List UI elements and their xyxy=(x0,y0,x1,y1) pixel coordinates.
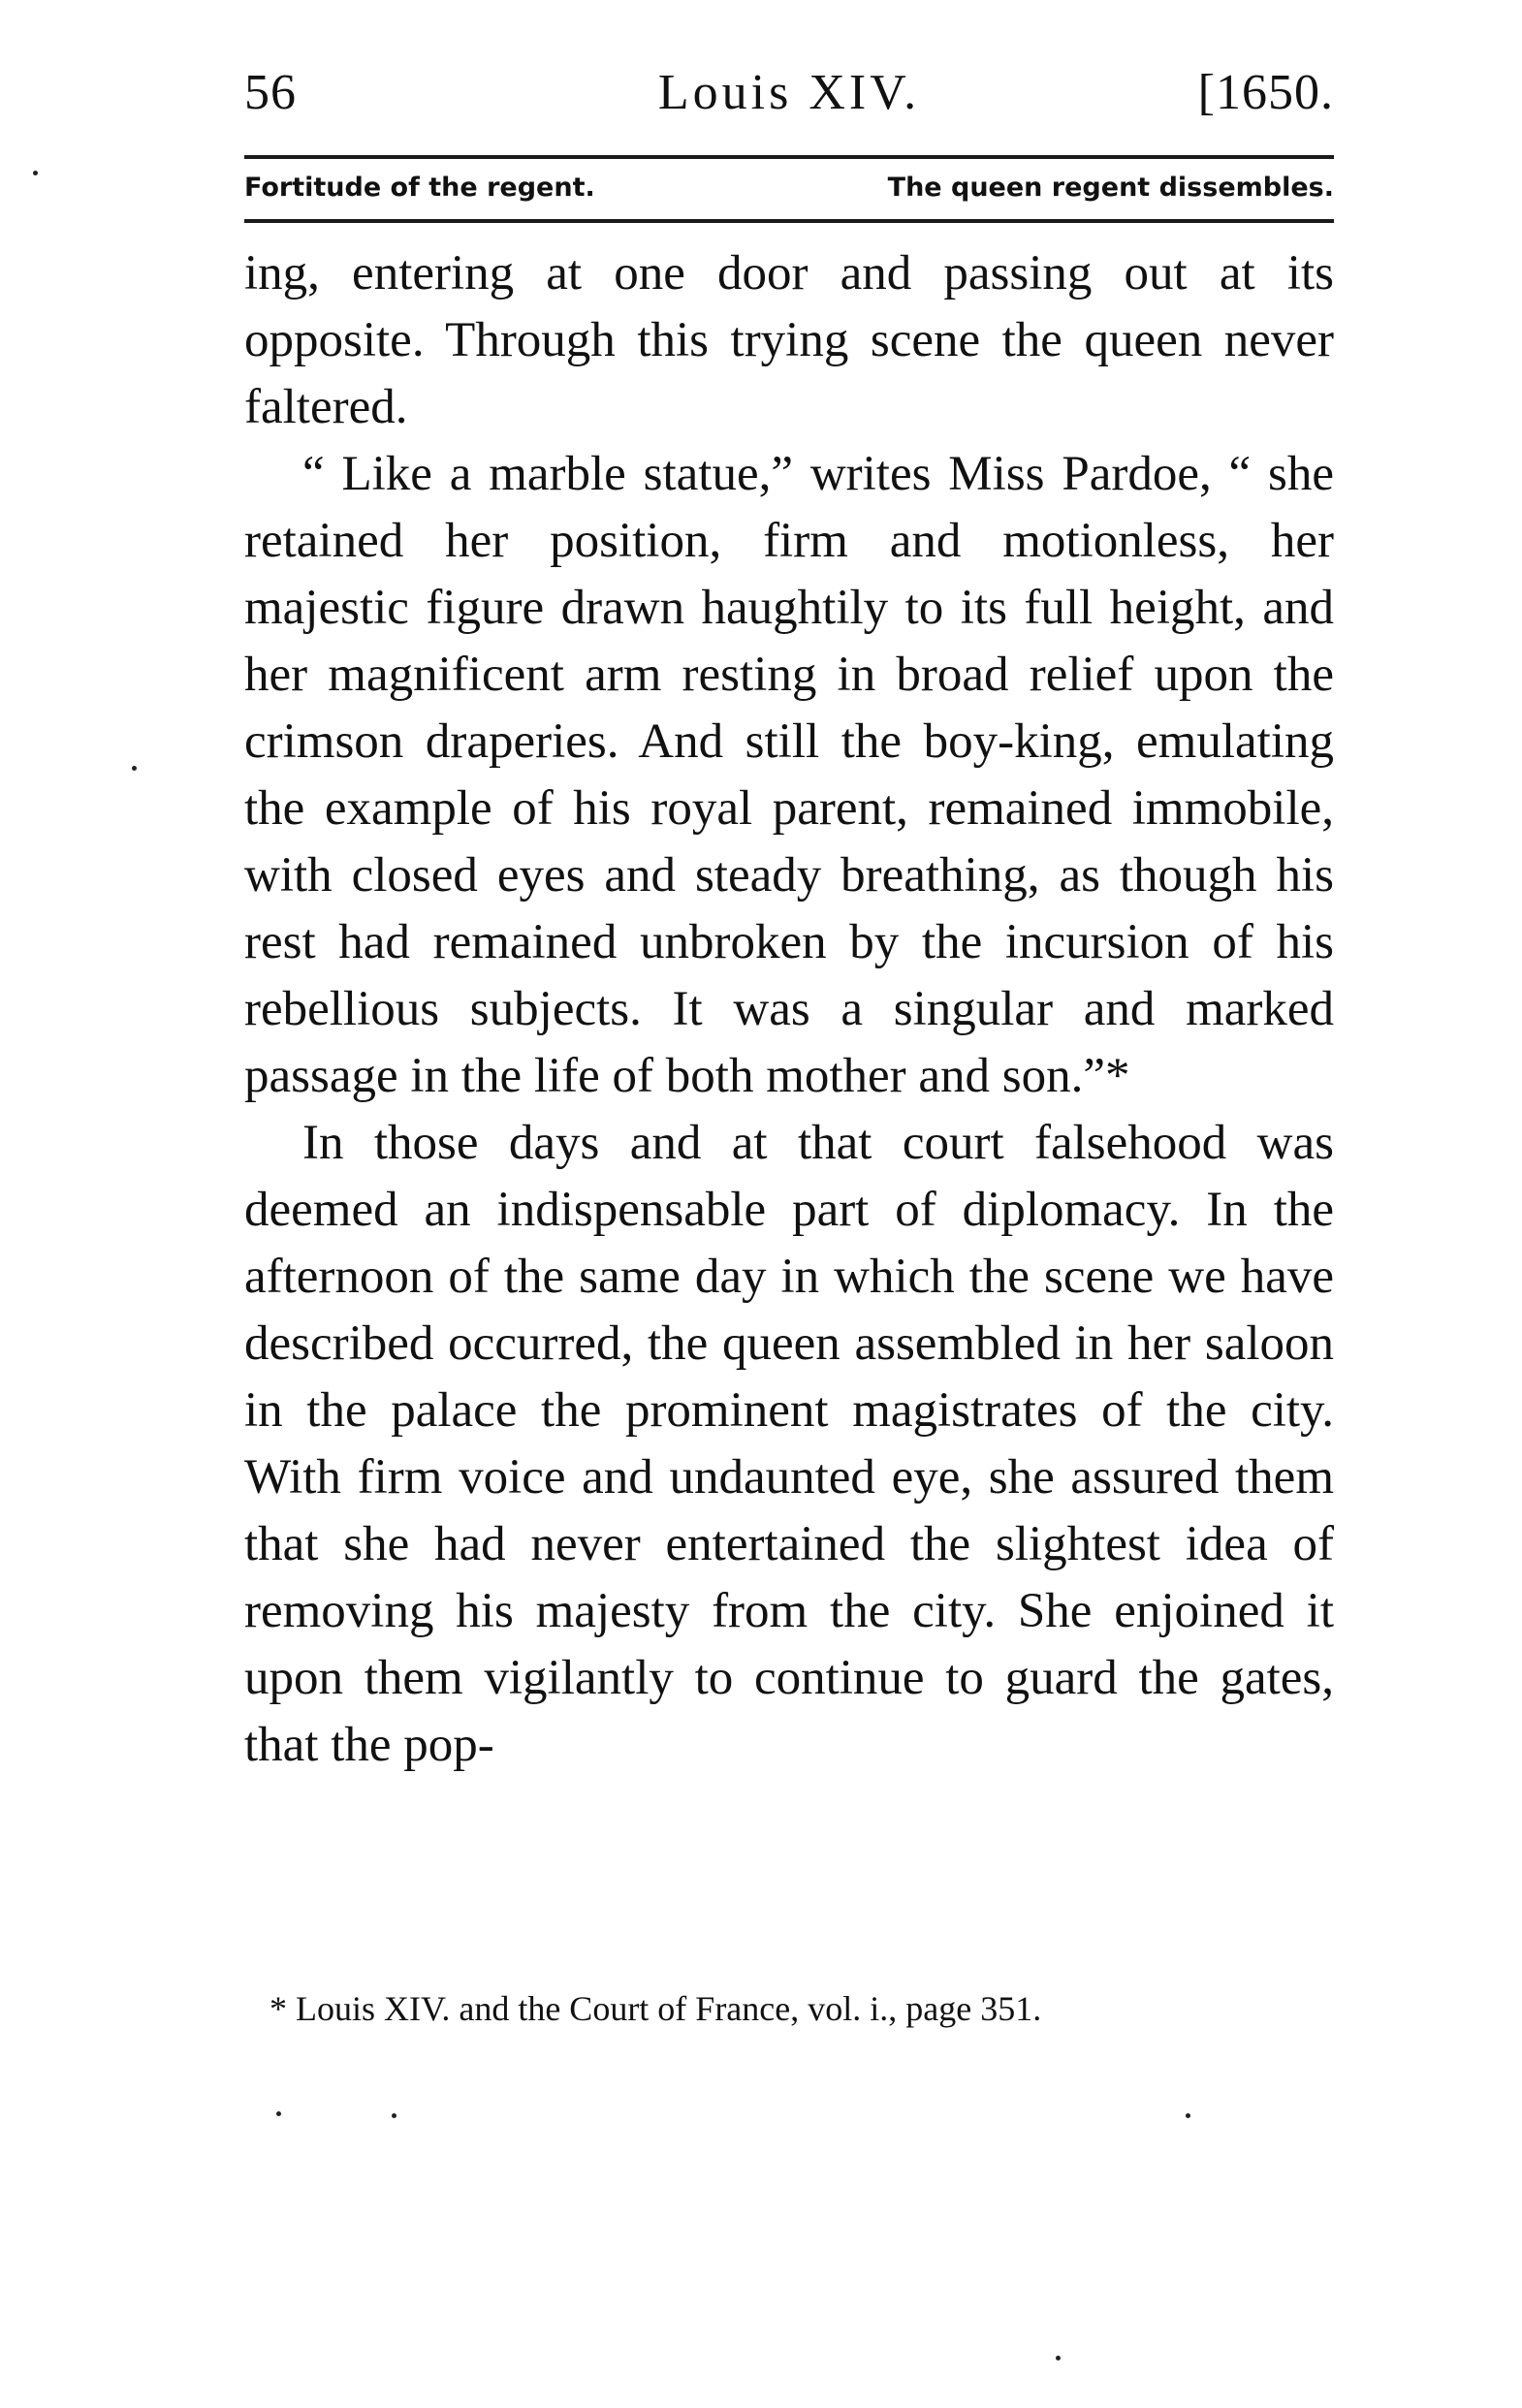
sidenote-bar xyxy=(244,167,1334,213)
page-number: 56 xyxy=(244,65,297,120)
header-rule-top xyxy=(244,155,1334,159)
scan-speck xyxy=(276,2111,281,2116)
running-title: Louis XIV. xyxy=(657,65,921,120)
page-header xyxy=(244,64,1334,142)
body-text xyxy=(244,240,1334,1779)
scan-speck xyxy=(132,766,137,771)
sidenote-left: Fortitude of the regent. xyxy=(244,173,595,203)
paragraph-continuation: ing, entering at one door and passing out at its opposite. Through this trying scene the queen never faltered. xyxy=(244,246,1334,434)
footnote: * Louis XIV. and the Court of France, vol. i., page 351. xyxy=(270,1989,1042,2028)
scan-speck xyxy=(1186,2113,1190,2118)
scan-speck xyxy=(1056,2356,1061,2360)
header-rule-bottom xyxy=(244,219,1334,223)
paragraph-diplomacy: In those days and at that court falsehood was deemed an indispensable part of diplomacy. In the afternoon of the same day in which the scene we have described occurred, the queen assembled in her saloon in the palace the prominent magistrates of the city. With firm voice and undaunted eye, she assured them that she had never entertained the slightest idea of removing his majesty from the city. She enjoined it upon them vigilantly to continue to guard the gates, that the pop- xyxy=(244,1116,1334,1772)
scan-speck xyxy=(392,2113,396,2118)
paragraph-quotation: “ Like a marble statue,” writes Miss Pardoe, “ she retained her position, firm and motionless, her majestic figure drawn haughtily to its full height, and her magnificent arm resting in broad relief upon the crimson draperies. And still the boy-king, emulating the example of his royal parent, remained immobile, with closed eyes and steady breathing, as though his rest had remained unbroken by the incursion of his rebellious subjects. It was a singular and marked passage in the life of both mother and son.”* xyxy=(244,447,1334,1103)
header-year: [1650. xyxy=(1197,65,1334,120)
sidenote-right: The queen regent dissembles. xyxy=(887,173,1334,203)
scan-speck xyxy=(33,171,38,175)
